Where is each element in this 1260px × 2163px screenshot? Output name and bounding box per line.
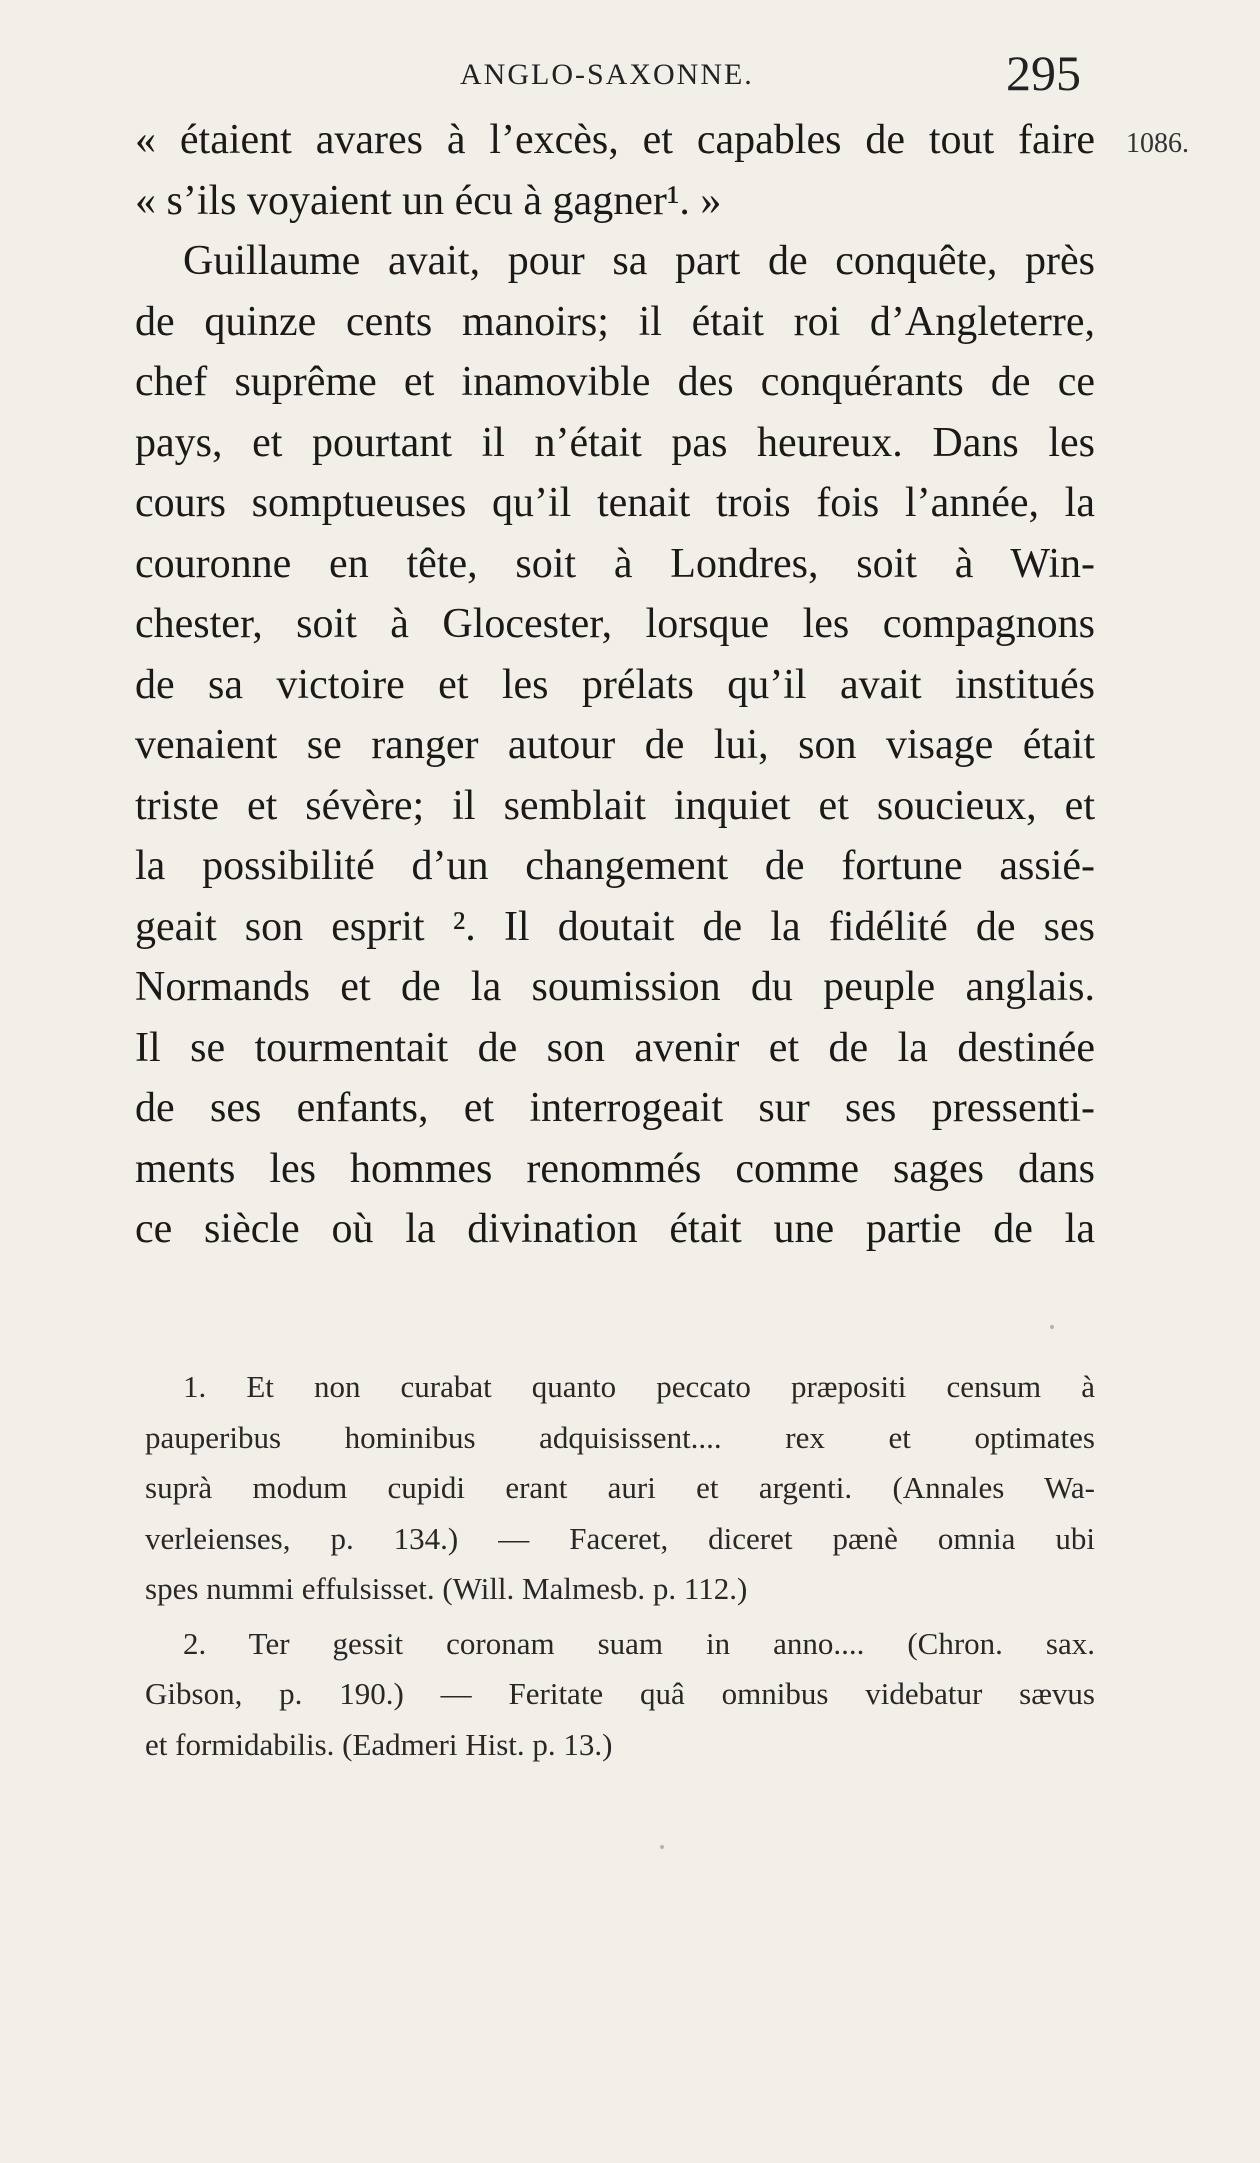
footnote-2-line: Gibson, p. 190.) — Feritate quâ omnibus videbatur sævus — [145, 1676, 1095, 1711]
body-line: Guillaume avait, pour sa part de conquête, près — [183, 238, 1095, 284]
body-line: Il se tourmentait de son avenir et de la destinée — [135, 1024, 1095, 1071]
body-line: ce siècle où la divination était une partie de la — [135, 1206, 1095, 1252]
body-line: la possibilité d’un changement de fortune assié- — [135, 843, 1095, 889]
footnote-1-line: suprà modum cupidi erant auri et argenti. (Annales Wa- — [145, 1470, 1095, 1505]
footnote-2-line: et formidabilis. (Eadmeri Hist. p. 13.) — [145, 1726, 613, 1762]
paper-speck — [1050, 1325, 1054, 1329]
body-line: venaient se ranger autour de lui, son visage était — [135, 722, 1095, 768]
body-line: chester, soit à Glocester, lorsque les compagnons — [135, 601, 1095, 647]
footnotes — [145, 1362, 1095, 1770]
body-line: Normands et de la soumission du peuple anglais. — [135, 964, 1095, 1010]
body-line: triste et sévère; il semblait inquiet et soucieux, et — [135, 782, 1095, 829]
body-line: de quinze cents manoirs; il était roi d’Angleterre, — [135, 298, 1095, 345]
body-line: « étaient avares à l’excès, et capables de tout faire — [135, 117, 1095, 163]
body-line: « s’ils voyaient un écu à gagner¹. » — [135, 177, 722, 224]
page-number: 295 — [1006, 45, 1081, 101]
body-line: geait son esprit ². Il doutait de la fidélité de ses — [135, 903, 1095, 950]
footnote-1-line: 1. Et non curabat quanto peccato præpositi censum à — [183, 1369, 1095, 1404]
body-line: chef suprême et inamovible des conquérants de ce — [135, 359, 1095, 405]
body-line: cours somptueuses qu’il tenait trois fois l’année, la — [135, 480, 1095, 526]
margin-date: 1086. — [1126, 128, 1189, 159]
footnote-1-line: verleienses, p. 134.) — Faceret, diceret pænè omnia ubi — [145, 1520, 1095, 1556]
paper-speck — [660, 1845, 664, 1849]
footnote-1-line: pauperibus hominibus adquisissent.... rex et optimates — [145, 1419, 1095, 1455]
running-title: ANGLO-SAXONNE. — [460, 58, 754, 91]
body-line: de sa victoire et les prélats qu’il avait institués — [135, 661, 1095, 708]
footnote-1-line: spes nummi effulsisset. (Will. Malmesb. p. 112.) — [145, 1571, 748, 1606]
body-line: couronne en tête, soit à Londres, soit à Win- — [135, 540, 1095, 587]
footnote-2-line: 2. Ter gessit coronam suam in anno.... (Chron. sax. — [183, 1625, 1095, 1661]
body-line: de ses enfants, et interrogeait sur ses pressenti- — [135, 1085, 1095, 1131]
body-text — [135, 110, 1095, 1260]
body-line: pays, et pourtant il n’était pas heureux. Dans les — [135, 419, 1095, 466]
body-line: ments les hommes renommés comme sages dans — [135, 1145, 1095, 1192]
